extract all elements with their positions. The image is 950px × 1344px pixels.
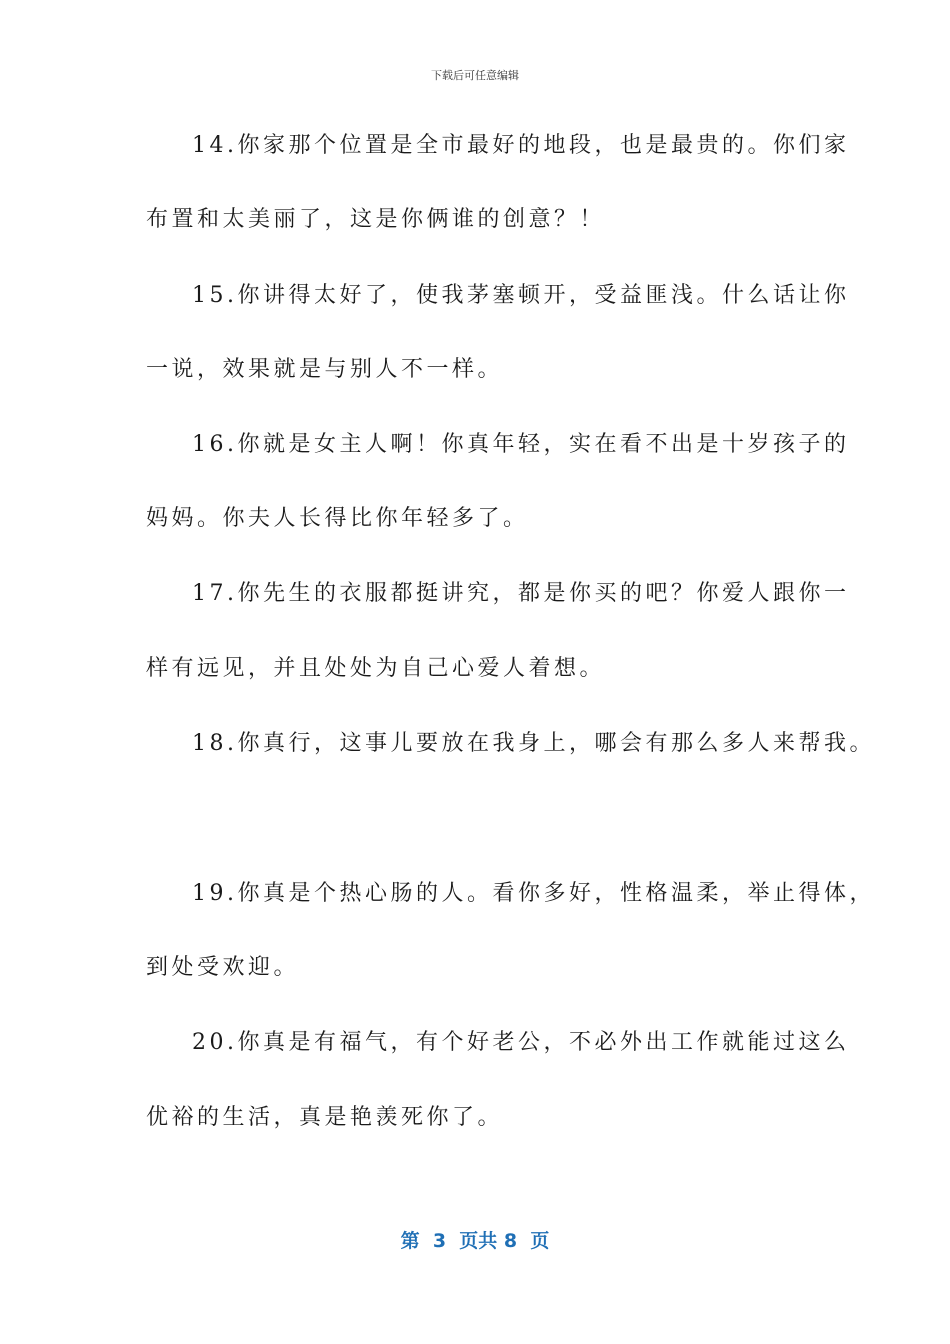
paragraph-19-line-1: 19.你真是个热心肠的人。看你多好，性格温柔，举止得体，: [192, 881, 875, 906]
paragraph-14-line-2: 布置和太美丽了，这是你俩谁的创意？！: [146, 207, 606, 232]
paragraph-20-line-1: 20.你真是有福气，有个好老公，不必外出工作就能过这么: [192, 1030, 850, 1055]
paragraph-16-line-1: 16.你就是女主人啊！你真年轻，实在看不出是十岁孩子的: [192, 432, 850, 457]
paragraph-19-line-2: 到处受欢迎。: [146, 955, 300, 980]
paragraph-20-line-2: 优裕的生活，真是艳羡死你了。: [146, 1105, 504, 1130]
paragraph-17-line-2: 样有远见，并且处处为自己心爱人着想。: [146, 656, 606, 681]
paragraph-17-line-1: 17.你先生的衣服都挺讲究，都是你买的吧？你爱人跟你一: [192, 581, 850, 606]
paragraph-18-line-1: 18.你真行，这事儿要放在我身上，哪会有那么多人来帮我。: [192, 731, 875, 756]
page-header: 下载后可任意编辑: [431, 69, 519, 82]
paragraph-15-line-1: 15.你讲得太好了，使我茅塞顿开，受益匪浅。什么话让你: [192, 283, 850, 308]
page-number-footer: 第 3 页共 8 页: [400, 1230, 550, 1252]
paragraph-16-line-2: 妈妈。你夫人长得比你年轻多了。: [146, 506, 529, 531]
paragraph-14-line-1: 14.你家那个位置是全市最好的地段，也是最贵的。你们家: [192, 133, 850, 158]
paragraph-15-line-2: 一说，效果就是与别人不一样。: [146, 357, 504, 382]
